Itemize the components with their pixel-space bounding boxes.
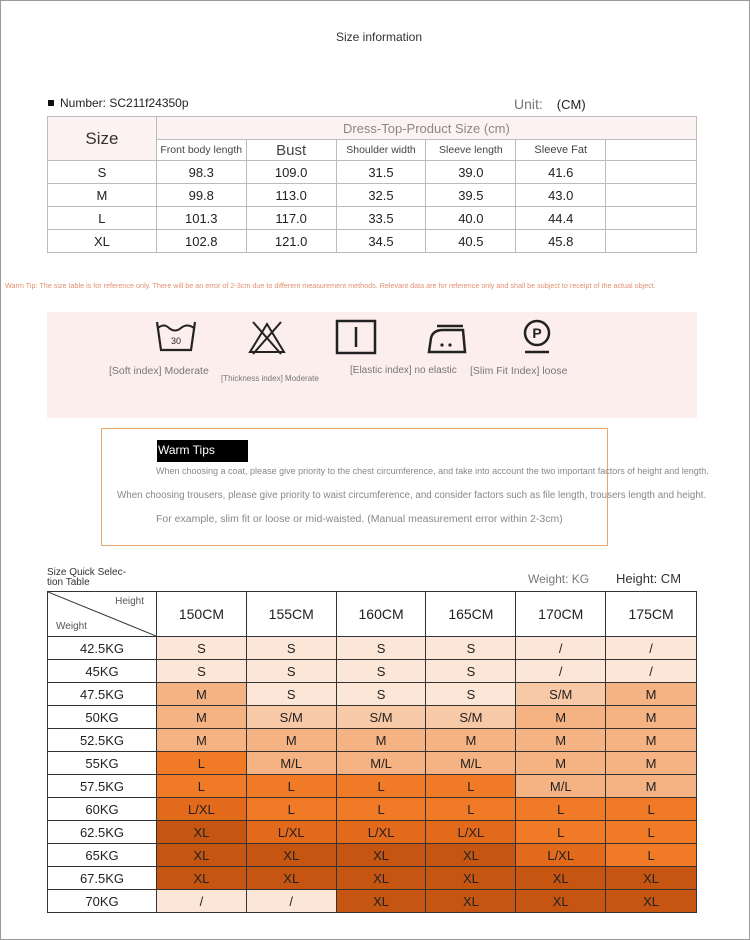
page-title: Size information [335, 30, 423, 44]
recommended-size-cell: S/M [336, 706, 426, 729]
height-unit-label: Height: CM [616, 571, 682, 586]
size-value-cell: 32.5 [336, 184, 426, 207]
height-header-cell: 160CM [336, 592, 426, 637]
recommended-size-cell: S [336, 637, 426, 660]
recommended-size-cell: L [336, 775, 426, 798]
recommended-size-cell: / [606, 660, 697, 683]
weight-cell: 62.5KG [48, 821, 157, 844]
bullet-square-icon [48, 100, 54, 106]
recommended-size-cell: S [426, 637, 516, 660]
size-empty-cell [606, 230, 697, 253]
weight-cell: 47.5KG [48, 683, 157, 706]
wash-temp: 30 [170, 336, 182, 346]
weight-cell: 57.5KG [48, 775, 157, 798]
size-empty-cell [606, 161, 697, 184]
recommended-size-cell: XL [426, 890, 516, 913]
recommended-size-cell: S/M [426, 706, 516, 729]
col-empty [606, 140, 697, 161]
slim-fit-index-label: [Slim Fit Index] loose [470, 365, 568, 377]
recommended-size-cell: XL [336, 890, 426, 913]
recommended-size-cell: L [516, 821, 606, 844]
col-shoulder-width: Shoulder width [336, 140, 426, 161]
recommended-size-cell: / [246, 890, 336, 913]
size-value-cell: 33.5 [336, 207, 426, 230]
weight-row [48, 637, 697, 660]
recommended-size-cell: M [516, 729, 606, 752]
tumble-dry-icon [335, 318, 377, 361]
size-value-cell: 113.0 [246, 184, 336, 207]
col-sleeve-fat: Sleeve Fat [516, 140, 606, 161]
quick-table-title: Size Quick Selec- tion Table [47, 567, 126, 588]
recommended-size-cell: L [157, 752, 247, 775]
corner-cell [48, 592, 157, 637]
recommended-size-cell: M [516, 706, 606, 729]
unit-label [514, 96, 586, 112]
height-header-cell: 155CM [246, 592, 336, 637]
recommended-size-cell: S [246, 683, 336, 706]
size-row [48, 161, 697, 184]
recommended-size-cell: L [516, 798, 606, 821]
no-bleach-icon [247, 318, 287, 361]
size-row [48, 207, 697, 230]
recommended-size-cell: XL [516, 890, 606, 913]
weight-row [48, 890, 697, 913]
recommended-size-cell: / [516, 660, 606, 683]
recommended-size-cell: / [606, 637, 697, 660]
weight-unit-label: Weight: KG [528, 572, 590, 586]
dry-clean-p-icon [521, 318, 553, 363]
recommended-size-cell: XL [426, 844, 516, 867]
iron-icon [425, 318, 469, 361]
recommended-size-cell: L [336, 798, 426, 821]
recommended-size-cell: L [246, 775, 336, 798]
recommended-size-cell: XL [426, 867, 516, 890]
recommended-size-cell: M [606, 752, 697, 775]
size-header: Size [48, 117, 157, 161]
size-value-cell: 109.0 [246, 161, 336, 184]
weight-cell: 50KG [48, 706, 157, 729]
size-value-cell: 99.8 [156, 184, 246, 207]
recommended-size-cell: XL [157, 844, 247, 867]
recommended-size-cell: M [246, 729, 336, 752]
recommended-size-cell: L [606, 821, 697, 844]
recommended-size-cell: M [606, 729, 697, 752]
elastic-index-label: [Elastic index] no elastic [350, 365, 457, 376]
size-value-cell: 40.5 [426, 230, 516, 253]
size-value-cell: 43.0 [516, 184, 606, 207]
recommended-size-cell: / [157, 890, 247, 913]
size-cell: M [48, 184, 157, 207]
size-value-cell: 39.5 [426, 184, 516, 207]
recommended-size-cell: XL [157, 867, 247, 890]
size-value-cell: 45.8 [516, 230, 606, 253]
product-number [48, 96, 189, 110]
weight-row [48, 660, 697, 683]
recommended-size-cell: XL [606, 890, 697, 913]
weight-row [48, 752, 697, 775]
size-value-cell: 102.8 [156, 230, 246, 253]
recommended-size-cell: XL [246, 867, 336, 890]
recommended-size-cell: S [336, 660, 426, 683]
weight-cell: 60KG [48, 798, 157, 821]
size-value-cell: 34.5 [336, 230, 426, 253]
recommended-size-cell: S [157, 637, 247, 660]
col-bust: Bust [246, 140, 336, 161]
size-cell: S [48, 161, 157, 184]
weight-row [48, 867, 697, 890]
care-panel [47, 312, 697, 418]
height-header-cell: 175CM [606, 592, 697, 637]
weight-cell: 67.5KG [48, 867, 157, 890]
recommended-size-cell: XL [157, 821, 247, 844]
weight-row [48, 844, 697, 867]
recommended-size-cell: L [426, 775, 516, 798]
recommended-size-cell: L [426, 798, 516, 821]
size-value-cell: 98.3 [156, 161, 246, 184]
recommended-size-cell: L/XL [516, 844, 606, 867]
product-size-header: Dress-Top-Product Size (cm) [156, 117, 696, 140]
recommended-size-cell: S [336, 683, 426, 706]
recommended-size-cell: S [426, 683, 516, 706]
recommended-size-cell: M [157, 706, 247, 729]
weight-cell: 52.5KG [48, 729, 157, 752]
recommended-size-cell: M [157, 729, 247, 752]
weight-cell: 70KG [48, 890, 157, 913]
warm-tip-coat: When choosing a coat, please give priority to the chest circumference, and take into account the two important factors of height and length. [156, 466, 709, 476]
thickness-index-label: [Thickness index] Moderate [221, 374, 319, 383]
weight-row [48, 683, 697, 706]
unit-label-text: Unit: [514, 96, 543, 112]
size-row [48, 230, 697, 253]
warm-tip-trousers: When choosing trousers, please give priority to waist circumference, and consider factors such as file length, trousers length and height. [117, 490, 707, 501]
weight-cell: 65KG [48, 844, 157, 867]
quick-selection-table [47, 591, 697, 913]
size-value-cell: 41.6 [516, 161, 606, 184]
size-value-cell: 44.4 [516, 207, 606, 230]
size-value-cell: 40.0 [426, 207, 516, 230]
recommended-size-cell: L/XL [246, 821, 336, 844]
recommended-size-cell: XL [516, 867, 606, 890]
height-header-cell: 170CM [516, 592, 606, 637]
recommended-size-cell: S [246, 660, 336, 683]
recommended-size-cell: XL [606, 867, 697, 890]
corner-height-label: Height [115, 596, 144, 607]
warm-tips-title: Warm Tips [157, 440, 248, 462]
weight-row [48, 798, 697, 821]
height-header-cell: 150CM [157, 592, 247, 637]
size-cell: XL [48, 230, 157, 253]
recommended-size-cell: M/L [426, 752, 516, 775]
col-sleeve-length: Sleeve length [426, 140, 516, 161]
weight-row [48, 706, 697, 729]
recommended-size-cell: M [606, 706, 697, 729]
size-value-cell: 117.0 [246, 207, 336, 230]
recommended-size-cell: L/XL [157, 798, 247, 821]
height-header-cell: 165CM [426, 592, 516, 637]
recommended-size-cell: M [516, 752, 606, 775]
size-value-cell: 121.0 [246, 230, 336, 253]
svg-text:P: P [532, 325, 542, 341]
recommended-size-cell: L/XL [336, 821, 426, 844]
weight-cell: 42.5KG [48, 637, 157, 660]
recommended-size-cell: M [426, 729, 516, 752]
recommended-size-cell: S [426, 660, 516, 683]
recommended-size-cell: M/L [336, 752, 426, 775]
recommended-size-cell: L [157, 775, 247, 798]
size-empty-cell [606, 207, 697, 230]
size-table [47, 116, 697, 253]
size-value-cell: 39.0 [426, 161, 516, 184]
warm-tip-line: Warm Tip: The size table is for reference only. There will be an error of 2-3cm due to different measurement methods. Relevant data are for reference only and shall be subject to receipt of the actual object. [5, 281, 656, 290]
col-front-body-length: Front body length [156, 140, 246, 161]
warm-tip-example: For example, slim fit or loose or mid-waisted. (Manual measurement error within 2-3cm) [156, 513, 563, 525]
recommended-size-cell: / [516, 637, 606, 660]
corner-weight-label: Weight [56, 621, 87, 632]
soft-index-label: [Soft index] Moderate [109, 365, 209, 377]
recommended-size-cell: M [336, 729, 426, 752]
recommended-size-cell: M [157, 683, 247, 706]
weight-row [48, 729, 697, 752]
size-cell: L [48, 207, 157, 230]
recommended-size-cell: S/M [246, 706, 336, 729]
recommended-size-cell: XL [246, 844, 336, 867]
recommended-size-cell: M/L [516, 775, 606, 798]
recommended-size-cell: L [606, 844, 697, 867]
unit-value: (CM) [556, 97, 586, 112]
recommended-size-cell: L [246, 798, 336, 821]
recommended-size-cell: S/M [516, 683, 606, 706]
recommended-size-cell: M/L [246, 752, 336, 775]
size-row [48, 184, 697, 207]
weight-row [48, 821, 697, 844]
size-value-cell: 31.5 [336, 161, 426, 184]
weight-cell: 45KG [48, 660, 157, 683]
recommended-size-cell: S [246, 637, 336, 660]
recommended-size-cell: XL [336, 867, 426, 890]
warm-tips-box [101, 428, 709, 546]
size-value-cell: 101.3 [156, 207, 246, 230]
recommended-size-cell: M [606, 683, 697, 706]
recommended-size-cell: M [606, 775, 697, 798]
product-number-text: Number: SC211f24350p [60, 96, 189, 110]
size-empty-cell [606, 184, 697, 207]
wash-30-icon [155, 318, 197, 361]
weight-row [48, 775, 697, 798]
recommended-size-cell: L/XL [426, 821, 516, 844]
recommended-size-cell: S [157, 660, 247, 683]
weight-cell: 55KG [48, 752, 157, 775]
recommended-size-cell: XL [336, 844, 426, 867]
recommended-size-cell: L [606, 798, 697, 821]
